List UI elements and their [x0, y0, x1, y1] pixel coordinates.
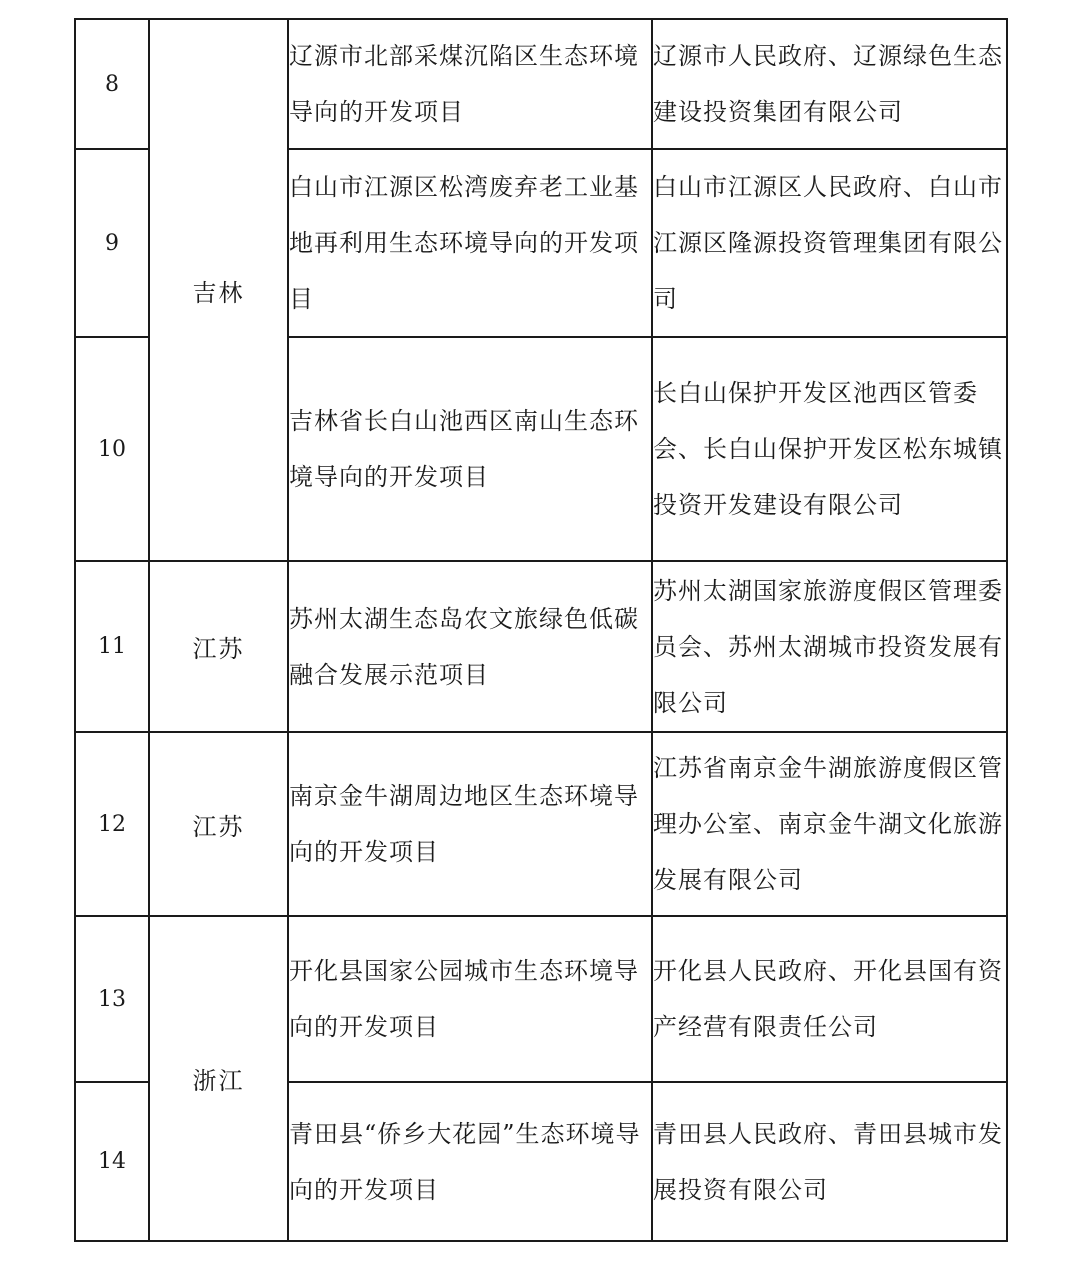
- row-number: 12: [75, 732, 149, 916]
- province-cell: 江苏: [149, 561, 288, 732]
- implementing-entity: 长白山保护开发区池西区管委会、长白山保护开发区松东城镇投资开发建设有限公司: [652, 337, 1007, 561]
- province-cell: 吉林: [149, 19, 288, 561]
- implementing-entity: 辽源市人民政府、辽源绿色生态建设投资集团有限公司: [652, 19, 1007, 149]
- implementing-entity: 青田县人民政府、青田县城市发展投资有限公司: [652, 1082, 1007, 1241]
- row-number: 11: [75, 561, 149, 732]
- implementing-entity: 江苏省南京金牛湖旅游度假区管理办公室、南京金牛湖文化旅游发展有限公司: [652, 732, 1007, 916]
- row-number: 14: [75, 1082, 149, 1241]
- project-name: 青田县“侨乡大花园”生态环境导向的开发项目: [288, 1082, 652, 1241]
- project-name: 辽源市北部采煤沉陷区生态环境导向的开发项目: [288, 19, 652, 149]
- table-row: [75, 916, 1007, 1082]
- table-row: [75, 732, 1007, 916]
- row-number: 9: [75, 149, 149, 337]
- implementing-entity: 白山市江源区人民政府、白山市江源区隆源投资管理集团有限公司: [652, 149, 1007, 337]
- project-name: 白山市江源区松湾废弃老工业基地再利用生态环境导向的开发项目: [288, 149, 652, 337]
- implementing-entity: 开化县人民政府、开化县国有资产经营有限责任公司: [652, 916, 1007, 1082]
- row-number: 10: [75, 337, 149, 561]
- table-row: [75, 561, 1007, 732]
- implementing-entity: 苏州太湖国家旅游度假区管理委员会、苏州太湖城市投资发展有限公司: [652, 561, 1007, 732]
- project-table: [74, 18, 1008, 1242]
- province-cell: 江苏: [149, 732, 288, 916]
- row-number: 13: [75, 916, 149, 1082]
- province-cell: 浙江: [149, 916, 288, 1241]
- project-name: 南京金牛湖周边地区生态环境导向的开发项目: [288, 732, 652, 916]
- table-row: [75, 19, 1007, 149]
- row-number: 8: [75, 19, 149, 149]
- project-name: 开化县国家公园城市生态环境导向的开发项目: [288, 916, 652, 1082]
- project-name: 吉林省长白山池西区南山生态环境导向的开发项目: [288, 337, 652, 561]
- project-name: 苏州太湖生态岛农文旅绿色低碳融合发展示范项目: [288, 561, 652, 732]
